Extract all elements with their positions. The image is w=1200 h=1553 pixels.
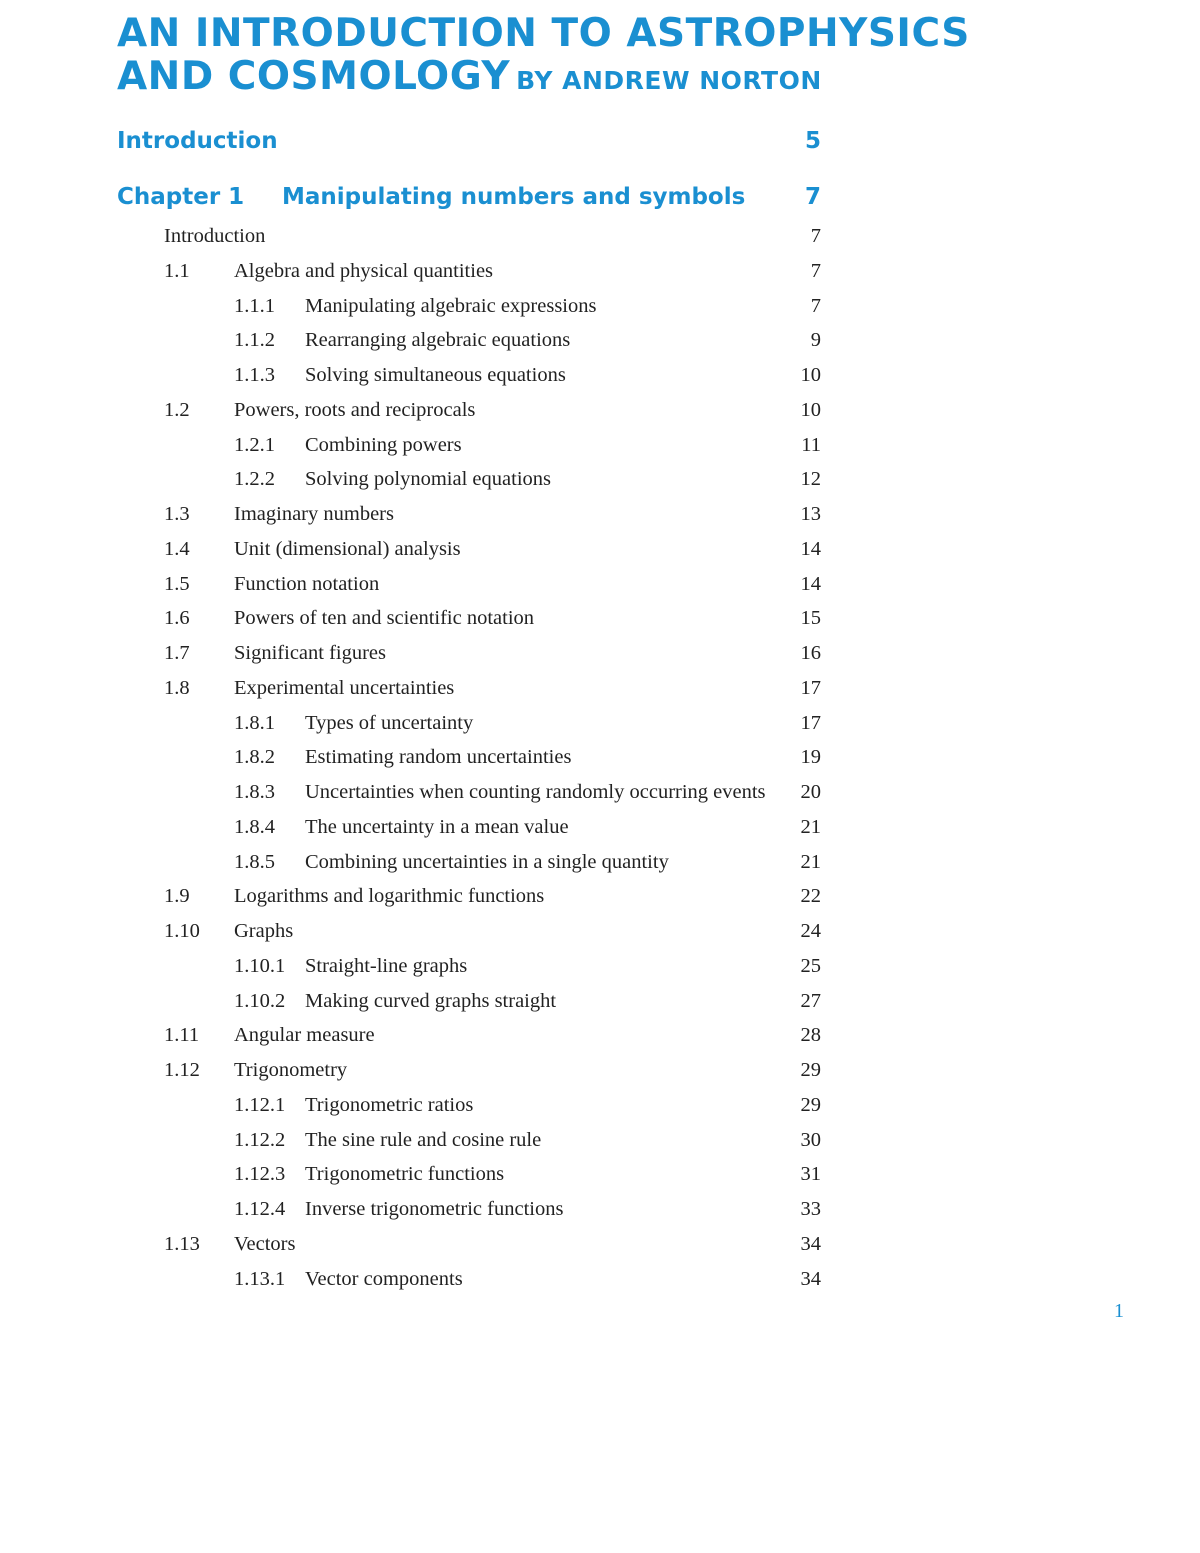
toc-entry-number: 1.2 [164,398,190,421]
toc-entry-title: Manipulating algebraic expressions [305,294,597,317]
toc-entry-title: Trigonometric ratios [305,1093,474,1116]
toc-entry[interactable] [0,636,1200,671]
toc-entry-title: Solving polynomial equations [305,468,551,491]
toc-entry[interactable] [0,810,1200,845]
toc-entry-title: Introduction [164,225,266,247]
toc-entry[interactable] [0,1088,1200,1123]
toc-entry-title: Imaginary numbers [234,503,394,525]
toc-entry[interactable] [0,428,1200,463]
toc-entry-number: 1.9 [164,885,190,908]
toc-entry[interactable] [0,1262,1200,1297]
toc-entry[interactable] [0,1053,1200,1088]
toc-entry-number: 1.12.3 [234,1163,286,1186]
toc-entry[interactable] [0,1157,1200,1192]
toc-entry-page: 34 [800,1232,821,1255]
toc-entry-title: Uncertainties when counting randomly occurring events [305,781,766,803]
toc-entry-page: 25 [800,954,821,977]
toc-entry-page: 21 [800,850,821,873]
toc-entry-page: 34 [800,1267,821,1290]
toc-entry-number: 1.12 [164,1059,200,1081]
toc-entry-page: 29 [800,1093,821,1116]
toc-entry[interactable] [0,323,1200,358]
toc-entry-number: 1.8.1 [234,711,275,734]
toc-entry-page: 29 [800,1059,821,1081]
toc-entry-title: Angular measure [234,1024,375,1047]
toc-entry-title: Solving simultaneous equations [305,364,566,386]
toc-entry[interactable] [0,706,1200,741]
toc-entry-page: 13 [800,503,821,525]
toc-entry-title: Experimental uncertainties [234,676,455,699]
toc-entry-page: 11 [801,433,821,456]
toc-entry-number: 1.8.5 [234,850,275,873]
toc-entry-title: Trigonometry [234,1059,348,1081]
toc-entry-number: 1.1.2 [234,329,275,352]
toc-entry-title: Powers, roots and reciprocals [234,398,476,421]
toc-entry-title: Significant figures [234,642,387,664]
toc-entry-title: Powers of ten and scientific notation [234,607,535,630]
table-of-contents [0,219,1200,1296]
toc-entry[interactable] [0,289,1200,324]
toc-entry-page: 16 [800,642,821,664]
toc-entry[interactable] [0,219,1200,254]
toc-entry[interactable] [0,254,1200,289]
toc-entry-title: Combining uncertainties in a single quantity [305,850,669,873]
toc-entry-page: 28 [800,1024,821,1047]
chapter-label: Chapter 1 [117,184,245,210]
toc-entry-number: 1.8.4 [234,815,275,838]
toc-entry-title: Algebra and physical quantities [234,259,494,282]
toc-entry-page: 10 [800,398,821,421]
toc-entry-title: Straight-line graphs [305,954,468,977]
toc-entry-page: 7 [810,259,821,282]
chapter-page: 7 [804,184,821,210]
toc-entry-title: Estimating random uncertainties [305,746,572,769]
toc-entry-page: 21 [800,815,821,838]
toc-entry[interactable] [0,1227,1200,1262]
toc-entry[interactable] [0,1192,1200,1227]
toc-entry-number: 1.12.2 [234,1128,286,1151]
toc-entry[interactable] [0,775,1200,810]
toc-entry-title: Making curved graphs straight [305,989,557,1012]
toc-entry-number: 1.8.3 [234,781,275,803]
toc-entry-title: Vectors [234,1232,296,1255]
toc-entry-title: Inverse trigonometric functions [305,1198,564,1220]
toc-entry-page: 12 [800,468,821,491]
toc-entry-number: 1.10.2 [234,989,286,1012]
toc-entry-title: Vector components [305,1267,463,1290]
toc-entry-number: 1.7 [164,642,190,664]
toc-entry-page: 33 [800,1198,821,1220]
toc-entry-page: 17 [800,676,821,699]
toc-entry-page: 30 [800,1128,821,1151]
toc-entry[interactable] [0,462,1200,497]
toc-entry[interactable] [0,671,1200,706]
toc-introduction-label: Introduction [117,128,278,154]
toc-entry-page: 24 [800,920,821,942]
toc-entry-title: Graphs [234,920,294,942]
toc-entry[interactable] [0,393,1200,428]
toc-entry-page: 19 [800,746,821,769]
toc-entry-title: Trigonometric functions [305,1163,505,1186]
toc-entry-number: 1.12.1 [234,1093,286,1116]
book-title [117,12,970,102]
toc-entry-page: 15 [800,607,821,630]
toc-entry-number: 1.2.1 [234,433,275,456]
toc-entry-number: 1.10 [164,920,200,942]
toc-introduction-page: 5 [804,128,821,154]
toc-chapter-heading[interactable] [117,184,821,216]
toc-entry-page: 20 [800,781,821,803]
toc-entry[interactable] [0,358,1200,393]
toc-entry-title: Rearranging algebraic equations [305,329,571,352]
toc-entry[interactable] [0,1123,1200,1158]
toc-entry-title: Unit (dimensional) analysis [234,537,461,560]
toc-entry-number: 1.13 [164,1232,200,1255]
toc-entry-page: 22 [800,885,821,908]
toc-entry[interactable] [0,532,1200,567]
toc-entry-number: 1.6 [164,607,190,630]
toc-introduction-entry[interactable] [117,128,821,160]
toc-entry[interactable] [0,949,1200,984]
toc-entry[interactable] [0,601,1200,636]
toc-entry-number: 1.3 [164,503,190,525]
toc-entry-title: The sine rule and cosine rule [305,1128,542,1151]
toc-entry-number: 1.11 [164,1024,200,1047]
toc-entry-page: 7 [810,294,821,317]
toc-entry-number: 1.8.2 [234,746,275,769]
toc-entry-page: 14 [800,537,821,560]
toc-entry-page: 17 [800,711,821,734]
toc-entry-number: 1.1.3 [234,364,275,386]
toc-entry-title: The uncertainty in a mean value [305,815,569,838]
toc-entry-number: 1.10.1 [234,954,286,977]
toc-entry-number: 1.8 [164,676,190,699]
toc-entry[interactable] [0,1018,1200,1053]
toc-entry[interactable] [0,914,1200,949]
toc-entry-page: 9 [810,329,821,352]
toc-entry-page: 7 [810,225,821,247]
toc-entry-page: 14 [800,572,821,595]
toc-entry-number: 1.13.1 [234,1267,286,1290]
book-title-line-2-text: AND COSMOLOGY [117,54,511,99]
toc-entry-page: 27 [800,989,821,1012]
chapter-title: Manipulating numbers and symbols [282,184,746,210]
book-title-line-1: AN INTRODUCTION TO ASTROPHYSICS [117,11,970,56]
toc-entry[interactable] [0,567,1200,602]
toc-entry-title: Function notation [234,572,380,595]
toc-entry[interactable] [0,497,1200,532]
toc-entry-page: 10 [800,364,821,386]
toc-entry-number: 1.1 [164,259,190,282]
book-title-line-2 [117,55,970,102]
toc-entry[interactable] [0,879,1200,914]
toc-entry[interactable] [0,984,1200,1019]
toc-entry-number: 1.12.4 [234,1198,286,1220]
book-author: BY ANDREW NORTON [516,66,822,95]
toc-entry-number: 1.2.2 [234,468,275,491]
toc-entry-number: 1.5 [164,572,190,595]
toc-entry-title: Types of uncertainty [305,711,474,734]
page-number: 1 [1114,1300,1124,1322]
toc-entry-number: 1.4 [164,537,190,560]
toc-entry-number: 1.1.1 [234,294,275,317]
toc-entry[interactable] [0,845,1200,880]
toc-entry[interactable] [0,740,1200,775]
toc-entry-page: 31 [800,1163,821,1186]
toc-entry-title: Logarithms and logarithmic functions [234,885,545,908]
toc-entry-title: Combining powers [305,433,462,456]
